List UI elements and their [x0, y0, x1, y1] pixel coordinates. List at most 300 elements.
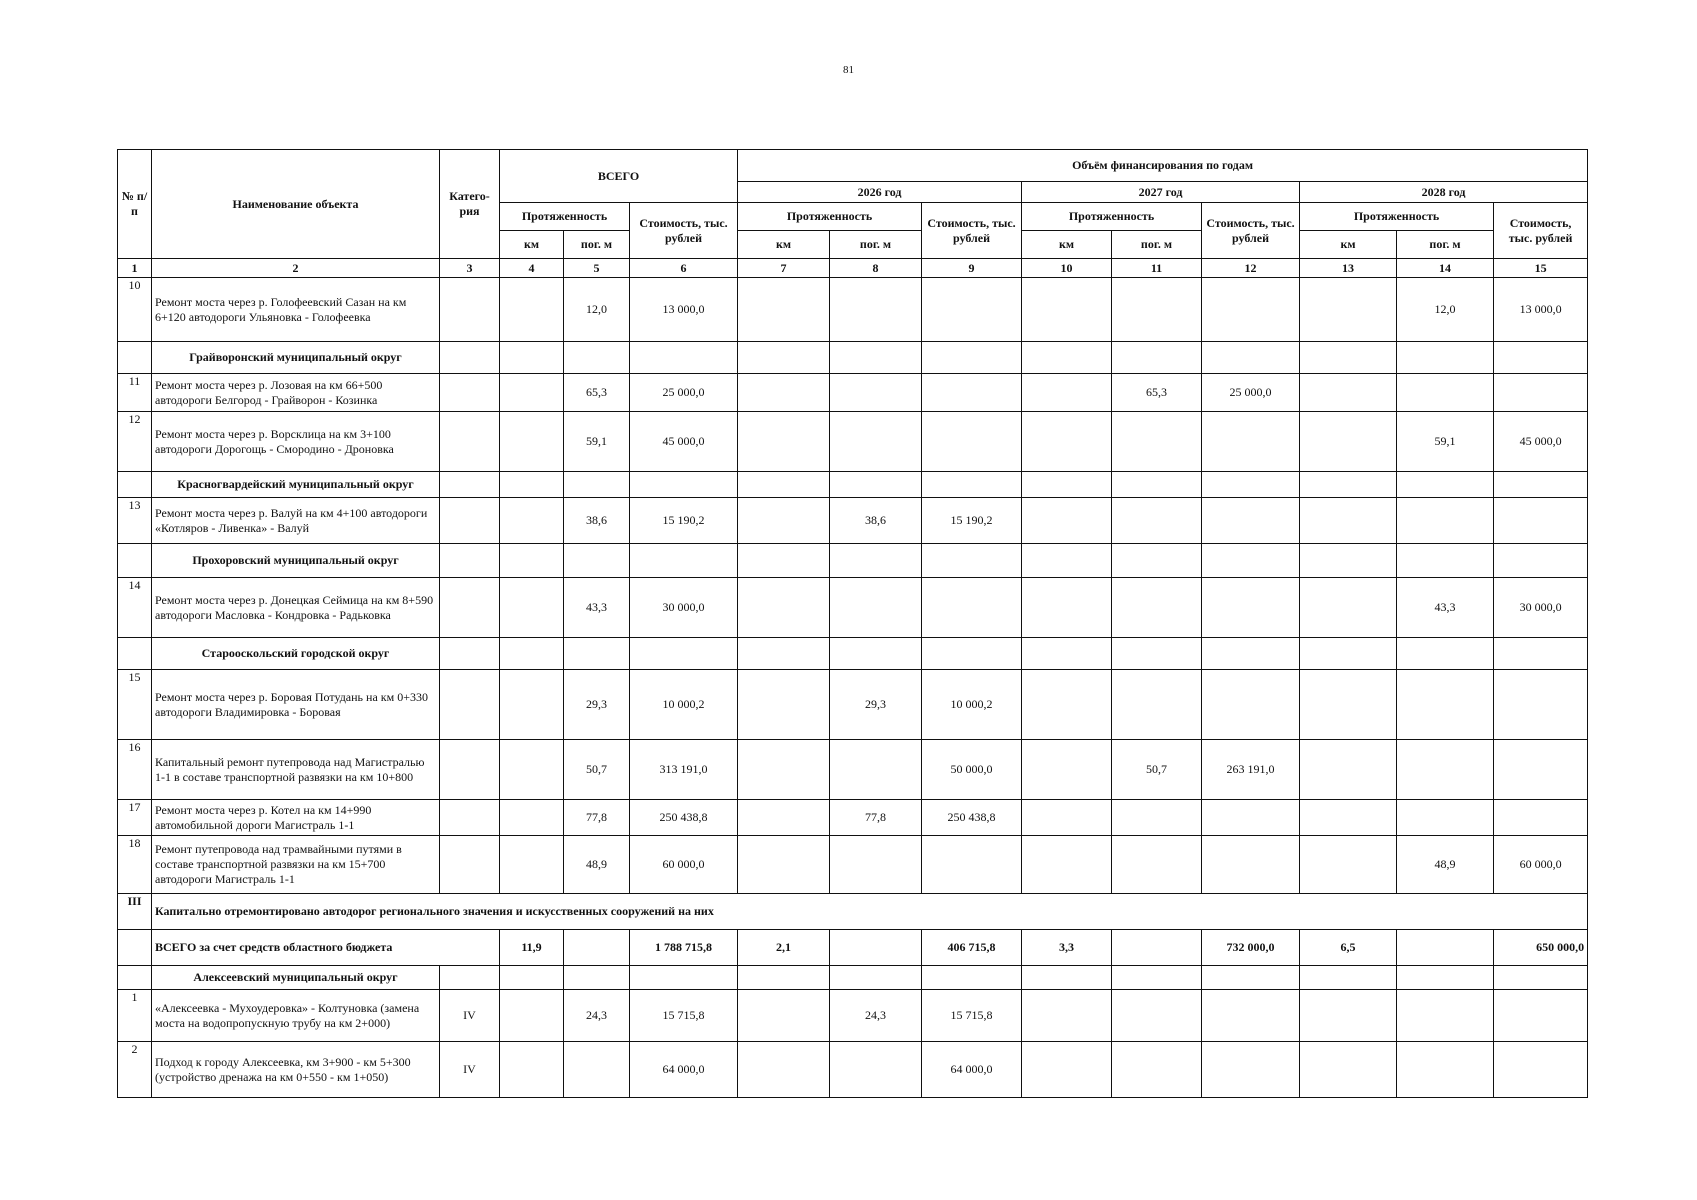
table-cell: 25 000,0	[630, 374, 738, 412]
table-cell	[500, 990, 564, 1042]
region-row	[118, 966, 1588, 990]
table-cell	[118, 472, 152, 498]
table-cell	[1202, 1042, 1300, 1098]
total-cell	[564, 930, 630, 966]
table-cell	[500, 670, 564, 740]
table-cell	[1300, 412, 1397, 472]
table-cell	[1022, 800, 1112, 836]
table-cell	[1300, 638, 1397, 670]
header-year-2027: 2027 год	[1022, 182, 1300, 203]
table-cell: 50 000,0	[922, 740, 1022, 800]
table-cell	[1397, 966, 1494, 990]
column-index: 10	[1022, 259, 1112, 278]
table-row	[118, 1042, 1588, 1098]
table-cell	[1022, 1042, 1112, 1098]
total-cell: 406 715,8	[922, 930, 1022, 966]
header-2028-cost: Стоимость, тыс. рублей	[1494, 203, 1588, 259]
table-cell	[1022, 990, 1112, 1042]
object-name: Капитальный ремонт путепровода над Магистралью 1-1 в составе транспортной развязки на км 10+800	[152, 740, 440, 800]
column-index: 14	[1397, 259, 1494, 278]
table-cell: 59,1	[564, 412, 630, 472]
table-cell	[1112, 990, 1202, 1042]
table-cell	[1202, 578, 1300, 638]
table-cell	[118, 544, 152, 578]
table-cell	[738, 544, 830, 578]
table-cell	[1112, 472, 1202, 498]
section-title: Капитально отремонтировано автодорог регионального значения и искусственных сооружений на них	[152, 894, 1588, 930]
region-label: Прохоровский муниципальный округ	[152, 544, 440, 578]
table-cell	[440, 278, 500, 342]
table-cell	[1022, 412, 1112, 472]
header-2026-length: Протяженность	[738, 203, 922, 231]
total-cell: 1 788 715,8	[630, 930, 738, 966]
total-cell: 11,9	[500, 930, 564, 966]
table-cell	[738, 836, 830, 894]
table-cell: 13 000,0	[1494, 278, 1588, 342]
table-cell	[1300, 800, 1397, 836]
column-index: 3	[440, 259, 500, 278]
table-cell	[1202, 966, 1300, 990]
table-cell	[500, 966, 564, 990]
table-cell	[1022, 740, 1112, 800]
table-cell	[1300, 578, 1397, 638]
table-cell	[500, 578, 564, 638]
table-cell	[440, 670, 500, 740]
table-cell	[738, 800, 830, 836]
table-cell	[118, 930, 152, 966]
table-cell	[1202, 990, 1300, 1042]
table-cell	[1022, 544, 1112, 578]
table-cell	[440, 638, 500, 670]
table-cell	[1202, 670, 1300, 740]
table-cell	[1494, 800, 1588, 836]
table-cell	[1494, 1042, 1588, 1098]
table-cell	[564, 342, 630, 374]
table-cell	[1112, 670, 1202, 740]
object-name: Ремонт моста через р. Голофеевский Сазан на км 6+120 автодороги Ульяновка - Голофеевка	[152, 278, 440, 342]
table-cell	[630, 342, 738, 374]
table-cell	[1112, 342, 1202, 374]
table-cell	[922, 966, 1022, 990]
table-cell	[1494, 498, 1588, 544]
table-cell	[1300, 498, 1397, 544]
object-name: Ремонт моста через р. Донецкая Сеймица на км 8+590 автодороги Масловка - Кондровка - Радьковка	[152, 578, 440, 638]
table-cell	[1397, 670, 1494, 740]
table-row	[118, 374, 1588, 412]
column-index: 8	[830, 259, 922, 278]
row-number: 14	[118, 578, 152, 638]
row-number: 13	[118, 498, 152, 544]
table-cell	[1397, 472, 1494, 498]
table-cell: 12,0	[564, 278, 630, 342]
table-cell	[564, 472, 630, 498]
table-cell: 65,3	[564, 374, 630, 412]
table-row	[118, 740, 1588, 800]
table-cell	[1300, 966, 1397, 990]
table-cell: IV	[440, 990, 500, 1042]
table-cell	[830, 638, 922, 670]
header-year-2026: 2026 год	[738, 182, 1022, 203]
table-cell: 77,8	[830, 800, 922, 836]
table-cell	[1202, 498, 1300, 544]
total-cell: 732 000,0	[1202, 930, 1300, 966]
object-name: Ремонт моста через р. Валуй на км 4+100 автодороги «Котляров - Ливенка» - Валуй	[152, 498, 440, 544]
table-cell: 15 715,8	[630, 990, 738, 1042]
table-cell: 12,0	[1397, 278, 1494, 342]
object-name: Подход к городу Алексеевка, км 3+900 - км 5+300 (устройство дренажа на км 0+550 - км 1+050)	[152, 1042, 440, 1098]
table-cell	[1300, 342, 1397, 374]
table-cell: 50,7	[1112, 740, 1202, 800]
row-number: 17	[118, 800, 152, 836]
table-cell	[1112, 544, 1202, 578]
header-name: Наименование объекта	[152, 150, 440, 259]
table-cell: 64 000,0	[630, 1042, 738, 1098]
table-cell: 43,3	[1397, 578, 1494, 638]
row-number: 16	[118, 740, 152, 800]
table-cell	[922, 578, 1022, 638]
table-cell	[1112, 800, 1202, 836]
table-cell	[1300, 990, 1397, 1042]
table-cell	[738, 966, 830, 990]
table-cell	[630, 472, 738, 498]
table-cell	[1397, 544, 1494, 578]
table-cell	[1022, 966, 1112, 990]
region-label: Старооскольский городской округ	[152, 638, 440, 670]
row-number: 1	[118, 990, 152, 1042]
table-cell	[738, 498, 830, 544]
table-cell	[830, 412, 922, 472]
row-number: 12	[118, 412, 152, 472]
table-cell	[1202, 412, 1300, 472]
table-cell	[922, 472, 1022, 498]
table-cell: 250 438,8	[922, 800, 1022, 836]
column-index: 12	[1202, 259, 1300, 278]
table-row	[118, 670, 1588, 740]
row-number: 2	[118, 1042, 152, 1098]
table-cell	[118, 342, 152, 374]
object-name: Ремонт моста через р. Котел на км 14+990 автомобильной дороги Магистраль 1-1	[152, 800, 440, 836]
total-label: ВСЕГО за счет средств областного бюджета	[152, 930, 500, 966]
table-cell: 24,3	[564, 990, 630, 1042]
table-cell	[500, 374, 564, 412]
table-cell	[1202, 800, 1300, 836]
table-cell	[738, 342, 830, 374]
table-cell	[1022, 578, 1112, 638]
table-cell	[830, 966, 922, 990]
table-cell	[1022, 374, 1112, 412]
table-cell	[922, 412, 1022, 472]
table-cell	[440, 578, 500, 638]
table-cell	[922, 342, 1022, 374]
table-cell	[500, 278, 564, 342]
table-cell	[1112, 1042, 1202, 1098]
table-cell	[1300, 740, 1397, 800]
table-cell	[738, 740, 830, 800]
table-cell	[830, 740, 922, 800]
column-index: 11	[1112, 259, 1202, 278]
table-body	[118, 278, 1588, 1098]
column-index: 1	[118, 259, 152, 278]
column-index: 4	[500, 259, 564, 278]
row-number: 15	[118, 670, 152, 740]
total-cell: 2,1	[738, 930, 830, 966]
table-cell: 15 190,2	[630, 498, 738, 544]
table-cell: 29,3	[830, 670, 922, 740]
table-cell: 250 438,8	[630, 800, 738, 836]
table-cell	[564, 1042, 630, 1098]
table-cell	[1202, 638, 1300, 670]
total-cell	[1112, 930, 1202, 966]
table-cell	[738, 374, 830, 412]
table-cell	[738, 578, 830, 638]
header-funding-by-years: Объём финансирования по годам	[738, 150, 1588, 182]
table-cell	[440, 966, 500, 990]
table-cell: 59,1	[1397, 412, 1494, 472]
table-cell	[1300, 1042, 1397, 1098]
table-cell	[500, 638, 564, 670]
header-2027-pog-m: пог. м	[1112, 231, 1202, 259]
table-cell	[1397, 990, 1494, 1042]
table-cell	[922, 836, 1022, 894]
table-cell	[1202, 472, 1300, 498]
table-cell	[500, 544, 564, 578]
table-cell	[922, 544, 1022, 578]
table-cell: 60 000,0	[1494, 836, 1588, 894]
table-cell: 10 000,2	[630, 670, 738, 740]
header-total-km: км	[500, 231, 564, 259]
table-cell	[1022, 836, 1112, 894]
table-cell: 60 000,0	[630, 836, 738, 894]
header-2026-km: км	[738, 231, 830, 259]
header-2027-km: км	[1022, 231, 1112, 259]
table-cell: 38,6	[564, 498, 630, 544]
table-cell	[738, 412, 830, 472]
table-cell	[922, 278, 1022, 342]
table-cell: 45 000,0	[1494, 412, 1588, 472]
table-cell: 30 000,0	[630, 578, 738, 638]
table-cell: 48,9	[1397, 836, 1494, 894]
table-cell	[1300, 374, 1397, 412]
header-num: № п/п	[118, 150, 152, 259]
column-index: 9	[922, 259, 1022, 278]
table-cell: 65,3	[1112, 374, 1202, 412]
table-cell	[1494, 670, 1588, 740]
object-name: Ремонт моста через р. Боровая Потудань на км 0+330 автодороги Владимировка - Боровая	[152, 670, 440, 740]
table-cell	[1112, 836, 1202, 894]
region-row	[118, 544, 1588, 578]
table-cell	[564, 544, 630, 578]
table-cell	[1494, 342, 1588, 374]
table-cell	[830, 836, 922, 894]
table-cell: 30 000,0	[1494, 578, 1588, 638]
table-cell	[630, 638, 738, 670]
column-index-row	[118, 259, 1588, 278]
table-cell	[1397, 342, 1494, 374]
header-2027-cost: Стоимость, тыс. рублей	[1202, 203, 1300, 259]
header-total-pog-m: пог. м	[564, 231, 630, 259]
page-number: 81	[843, 64, 854, 76]
table-cell	[1112, 412, 1202, 472]
table-cell	[630, 966, 738, 990]
object-name: Ремонт моста через р. Лозовая на км 66+500 автодороги Белгород - Грайворон - Козинка	[152, 374, 440, 412]
header-2027-length: Протяженность	[1022, 203, 1202, 231]
column-index: 7	[738, 259, 830, 278]
region-row	[118, 472, 1588, 498]
column-index: 5	[564, 259, 630, 278]
table-cell	[440, 374, 500, 412]
table-cell	[1300, 278, 1397, 342]
table-cell: 10 000,2	[922, 670, 1022, 740]
object-name: Ремонт путепровода над трамвайными путями в составе транспортной развязки на км 15+700 автодороги Магистраль 1-1	[152, 836, 440, 894]
table-cell: 24,3	[830, 990, 922, 1042]
table-cell	[1022, 472, 1112, 498]
column-index: 2	[152, 259, 440, 278]
table-cell	[440, 800, 500, 836]
region-label: Алексеевский муниципальный округ	[152, 966, 440, 990]
table-cell	[1112, 638, 1202, 670]
table-cell	[500, 740, 564, 800]
table-cell	[1397, 800, 1494, 836]
table-cell: 43,3	[564, 578, 630, 638]
table-cell	[1022, 498, 1112, 544]
table-cell	[830, 1042, 922, 1098]
table-cell	[1022, 638, 1112, 670]
object-name: Ремонт моста через р. Ворсклица на км 3+100 автодороги Дорогощь - Смородино - Дроновка	[152, 412, 440, 472]
table-cell	[738, 472, 830, 498]
region-label: Грайворонский муниципальный округ	[152, 342, 440, 374]
table-cell: 15 715,8	[922, 990, 1022, 1042]
table-cell	[440, 740, 500, 800]
column-index: 13	[1300, 259, 1397, 278]
table-cell	[500, 412, 564, 472]
table-cell	[830, 342, 922, 374]
table-cell	[1494, 638, 1588, 670]
section-row	[118, 894, 1588, 930]
table-cell: IV	[440, 1042, 500, 1098]
table-cell	[440, 836, 500, 894]
table-cell: 13 000,0	[630, 278, 738, 342]
table-cell	[630, 544, 738, 578]
header-2028-length: Протяженность	[1300, 203, 1494, 231]
table-cell	[1202, 278, 1300, 342]
table-cell	[118, 638, 152, 670]
table-cell: 64 000,0	[922, 1042, 1022, 1098]
table-cell: 313 191,0	[630, 740, 738, 800]
table-row	[118, 498, 1588, 544]
table-cell	[500, 342, 564, 374]
table-cell	[564, 966, 630, 990]
table-cell	[1022, 278, 1112, 342]
table-cell: 15 190,2	[922, 498, 1022, 544]
table-cell	[1300, 670, 1397, 740]
table-cell	[1300, 544, 1397, 578]
table-cell	[1112, 278, 1202, 342]
table-row	[118, 800, 1588, 836]
table-cell	[1397, 1042, 1494, 1098]
row-number: 10	[118, 278, 152, 342]
table-cell	[738, 990, 830, 1042]
table-cell	[1494, 990, 1588, 1042]
table-cell	[1397, 374, 1494, 412]
funding-table	[117, 149, 1588, 1098]
row-number: 11	[118, 374, 152, 412]
region-row	[118, 638, 1588, 670]
table-cell	[440, 342, 500, 374]
table-cell	[738, 638, 830, 670]
section-number: III	[118, 894, 152, 930]
table-cell	[500, 498, 564, 544]
table-cell	[1397, 498, 1494, 544]
table-cell: 29,3	[564, 670, 630, 740]
table-cell	[1494, 472, 1588, 498]
table-cell	[830, 374, 922, 412]
table-cell	[1112, 578, 1202, 638]
header-year-2028: 2028 год	[1300, 182, 1588, 203]
header-total: ВСЕГО	[500, 150, 738, 203]
total-cell: 3,3	[1022, 930, 1112, 966]
header-total-cost: Стоимость, тыс. рублей	[630, 203, 738, 259]
header-total-length: Протяженность	[500, 203, 630, 231]
table-cell	[1494, 374, 1588, 412]
table-row	[118, 836, 1588, 894]
table-cell	[500, 800, 564, 836]
object-name: «Алексеевка - Мухоудеровка» - Колтуновка (замена моста на водопропускную трубу на км 2+000)	[152, 990, 440, 1042]
table-cell	[1112, 966, 1202, 990]
table-cell	[922, 638, 1022, 670]
table-cell	[830, 472, 922, 498]
header-2026-cost: Стоимость, тыс. рублей	[922, 203, 1022, 259]
header-2026-pog-m: пог. м	[830, 231, 922, 259]
table-cell	[440, 544, 500, 578]
table-cell	[1300, 472, 1397, 498]
total-cell: 6,5	[1300, 930, 1397, 966]
column-index: 15	[1494, 259, 1588, 278]
region-row	[118, 342, 1588, 374]
header-2028-km: км	[1300, 231, 1397, 259]
table-cell	[1494, 740, 1588, 800]
table-cell	[1112, 498, 1202, 544]
table-cell	[1202, 836, 1300, 894]
table-cell	[1022, 670, 1112, 740]
table-row	[118, 412, 1588, 472]
table-cell: 25 000,0	[1202, 374, 1300, 412]
header-2028-pog-m: пог. м	[1397, 231, 1494, 259]
table-cell: 77,8	[564, 800, 630, 836]
header-category: Катего-рия	[440, 150, 500, 259]
table-cell	[830, 578, 922, 638]
table-cell	[1300, 836, 1397, 894]
table-cell	[500, 836, 564, 894]
table-cell	[738, 1042, 830, 1098]
table-cell	[830, 544, 922, 578]
table-cell: 263 191,0	[1202, 740, 1300, 800]
table-cell	[738, 278, 830, 342]
table-cell: 45 000,0	[630, 412, 738, 472]
table-cell	[1494, 544, 1588, 578]
column-index: 6	[630, 259, 738, 278]
table-cell: 50,7	[564, 740, 630, 800]
table-cell	[440, 498, 500, 544]
total-cell	[830, 930, 922, 966]
table-cell	[1202, 544, 1300, 578]
table-cell	[118, 966, 152, 990]
table-cell	[1494, 966, 1588, 990]
table-cell	[738, 670, 830, 740]
table-cell	[1397, 740, 1494, 800]
table-row	[118, 990, 1588, 1042]
region-label: Красногвардейский муниципальный округ	[152, 472, 440, 498]
table-row	[118, 578, 1588, 638]
